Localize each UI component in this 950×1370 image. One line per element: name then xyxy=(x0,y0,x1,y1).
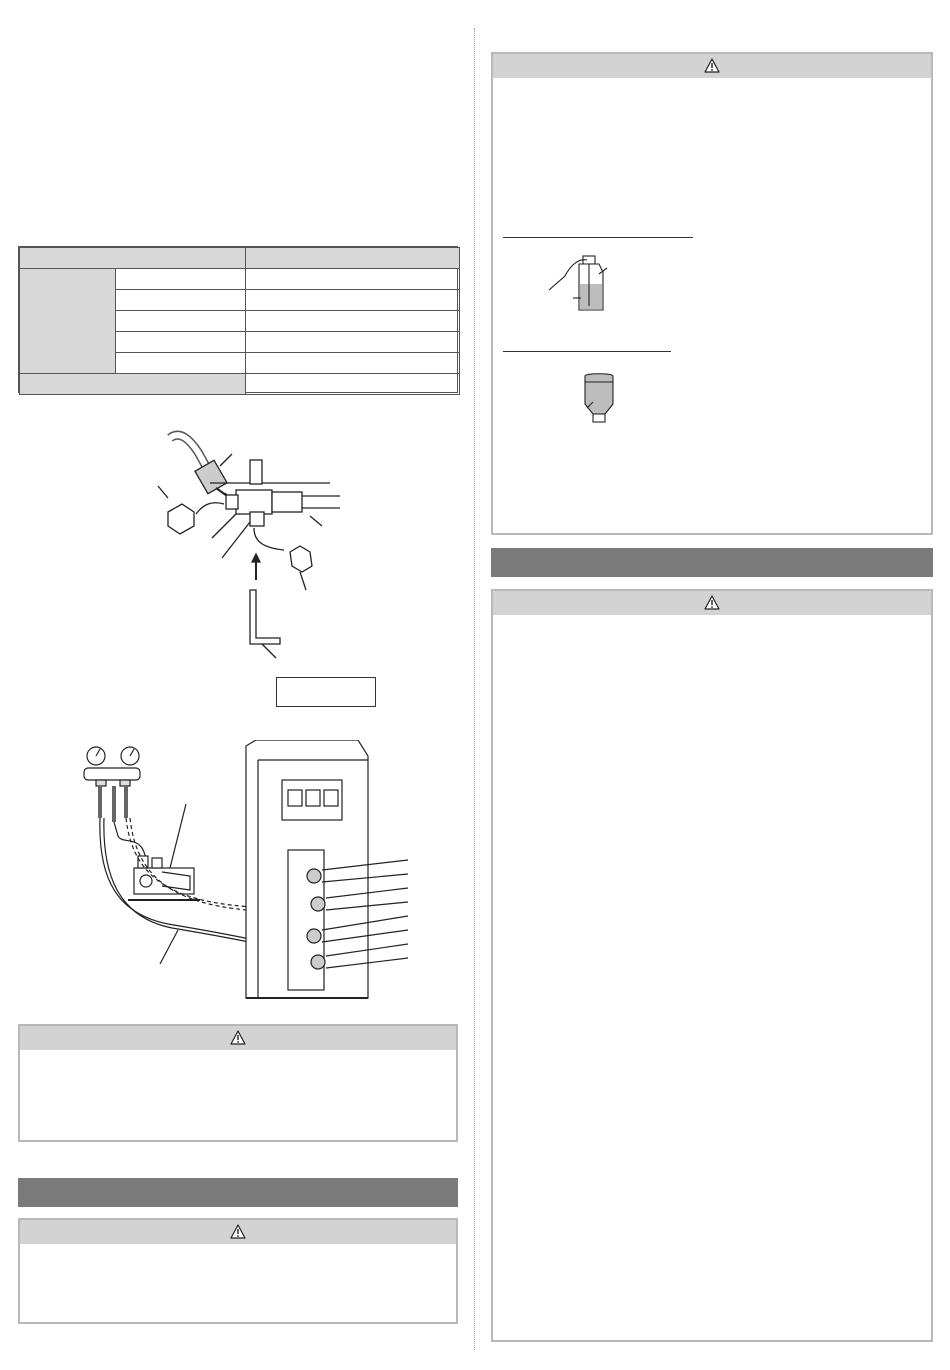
caution-panel xyxy=(18,1218,458,1324)
table-row xyxy=(20,248,460,269)
section-header-bar xyxy=(491,548,933,577)
table-cell xyxy=(246,332,460,353)
table-cell xyxy=(246,311,460,332)
table-cell xyxy=(246,353,460,374)
caution-panel xyxy=(491,589,933,1342)
table-cell xyxy=(116,353,246,374)
caution-header xyxy=(493,591,931,615)
label-box xyxy=(276,677,376,707)
table-footer-left xyxy=(20,374,246,395)
caution-header xyxy=(493,54,931,78)
table-row-group-header xyxy=(20,269,116,374)
inverted-oil-bottle-icon xyxy=(581,372,617,428)
spec-table xyxy=(18,246,458,393)
table-cell xyxy=(116,290,246,311)
column-divider xyxy=(474,28,475,1350)
table-cell xyxy=(246,290,460,311)
table-cell xyxy=(246,269,460,290)
warning-triangle-icon xyxy=(704,595,720,610)
table-header-left xyxy=(20,248,246,269)
figure-caption-underline xyxy=(503,234,693,238)
table-cell xyxy=(116,269,246,290)
figure-caption-underline xyxy=(503,348,671,352)
warning-triangle-icon xyxy=(230,1224,246,1239)
section-header-bar xyxy=(18,1178,458,1207)
table-cell xyxy=(116,311,246,332)
caution-header xyxy=(20,1026,456,1050)
caution-panel xyxy=(18,1024,458,1142)
oil-bottle-with-tube-icon xyxy=(547,254,617,316)
warning-triangle-icon xyxy=(704,58,720,73)
table-cell xyxy=(116,332,246,353)
service-valve-illustration xyxy=(150,420,380,665)
table-row xyxy=(20,374,460,395)
table-header-right xyxy=(246,248,460,269)
vacuum-pump-connection-illustration xyxy=(78,740,413,1012)
caution-header xyxy=(20,1220,456,1244)
table-row xyxy=(20,269,460,290)
warning-triangle-icon xyxy=(230,1030,246,1045)
caution-panel xyxy=(491,52,933,535)
table-cell xyxy=(246,374,460,395)
